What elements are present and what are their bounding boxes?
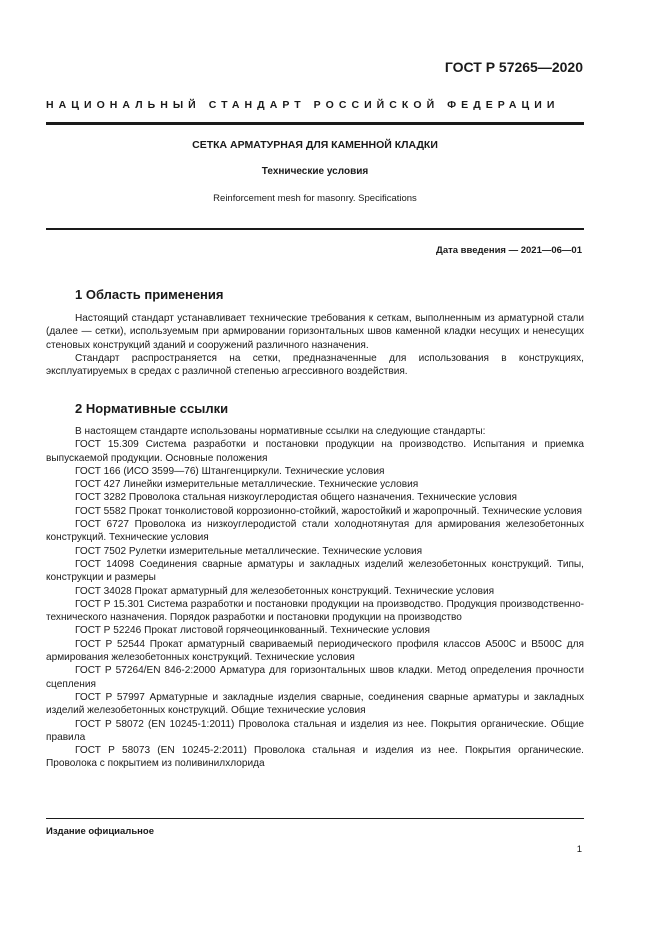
- national-standard-banner: НАЦИОНАЛЬНЫЙ СТАНДАРТ РОССИЙСКОЙ ФЕДЕРАЦИИ: [46, 99, 560, 111]
- title-rule: [46, 228, 584, 230]
- section-1-paragraph: Стандарт распространяется на сетки, предназначенные для использования в конструкциях, эксплуатируемых в средах с различной степенью агрессивного воздействия.: [46, 352, 584, 378]
- introduction-date: Дата введения — 2021—06—01: [436, 245, 582, 256]
- reference-item: ГОСТ 14098 Соединения сварные арматуры и закладных изделий железобетонных конструкций. Типы, конструкции и размеры: [46, 558, 584, 584]
- reference-item: ГОСТ 3282 Проволока стальная низкоуглеродистая общего назначения. Технические условия: [75, 492, 517, 504]
- reference-item: ГОСТ 6727 Проволока из низкоуглеродистой стали холоднотянутая для армирования железобетонных конструкций. Технические условия: [46, 519, 584, 544]
- reference-item: ГОСТ Р 57997 Арматурные и закладные изделия сварные, соединения сварные арматуры и закладных изделий железобетонных конструкций. Общие технические условия: [46, 691, 584, 717]
- section-1-heading: 1 Область применения: [75, 287, 224, 302]
- footer-rule: [46, 818, 584, 819]
- reference-item: ГОСТ Р 52246 Прокат листовой горячеоцинкованный. Технические условия: [75, 625, 430, 637]
- page-number: 1: [576, 844, 582, 855]
- reference-item: ГОСТ 5582 Прокат тонколистовой коррозионно-стойкий, жаростойкий и жаропрочный. Технические условия: [75, 505, 582, 517]
- section-2-heading: 2 Нормативные ссылки: [75, 401, 229, 416]
- reference-item: ГОСТ 15.309 Система разработки и постановки продукции на производство. Испытания и приемка выпускаемой продукции. Основные положения: [46, 439, 584, 464]
- official-edition-label: Издание официальное: [46, 826, 154, 837]
- english-title: Reinforcement mesh for masonry. Specifications: [213, 193, 417, 204]
- reference-item: ГОСТ Р 58072 (EN 10245-1:2011) Проволока стальная и изделия из нее. Покрытия органические. Общие правила: [46, 718, 584, 743]
- reference-item: ГОСТ 166 (ИСО 3599—76) Штангенциркули. Технические условия: [75, 465, 385, 477]
- reference-item: ГОСТ 427 Линейки измерительные металлические. Технические условия: [75, 479, 419, 491]
- reference-item: ГОСТ 34028 Прокат арматурный для железобетонных конструкций. Технические условия: [75, 585, 495, 597]
- section-2-body: [46, 425, 584, 771]
- section-1-paragraph: Настоящий стандарт устанавливает технические требования к сеткам, выполненным из арматурной стали (далее — сетки), используемым при армировании горизонтальных швов каменной кладки несущих и ненесущих стеновых конструкций зданий и сооружений различного назначения.: [46, 313, 584, 351]
- section-1-body: [46, 312, 584, 378]
- document-number: ГОСТ Р 57265—2020: [444, 59, 583, 75]
- reference-item: ГОСТ Р 57264/EN 846-2:2000 Арматура для горизонтальных швов кладки. Метод определения прочности сцепления: [46, 665, 584, 690]
- section-2-intro: В настоящем стандарте использованы нормативные ссылки на следующие стандарты:: [75, 426, 486, 437]
- reference-item: ГОСТ 7502 Рулетки измерительные металлические. Технические условия: [75, 545, 423, 557]
- header-rule: [46, 122, 584, 125]
- reference-item: ГОСТ Р 52544 Прокат арматурный свариваемый периодического профиля классов А500С и В500С для армирования железобетонных конструкций. Технические условия: [46, 638, 584, 664]
- document-subtitle: Технические условия: [261, 166, 369, 177]
- document-title: СЕТКА АРМАТУРНАЯ ДЛЯ КАМЕННОЙ КЛАДКИ: [192, 139, 438, 151]
- reference-item: ГОСТ Р 15.301 Система разработки и постановки продукции на производство. Продукция производственно-технического назначения. Порядок разработки и постановки продукции на производство: [46, 598, 584, 624]
- reference-item: ГОСТ Р 58073 (EN 10245-2:2011) Проволока стальная и изделия из нее. Покрытия органические. Проволока с покрытием из поливинилхлорида: [46, 745, 584, 770]
